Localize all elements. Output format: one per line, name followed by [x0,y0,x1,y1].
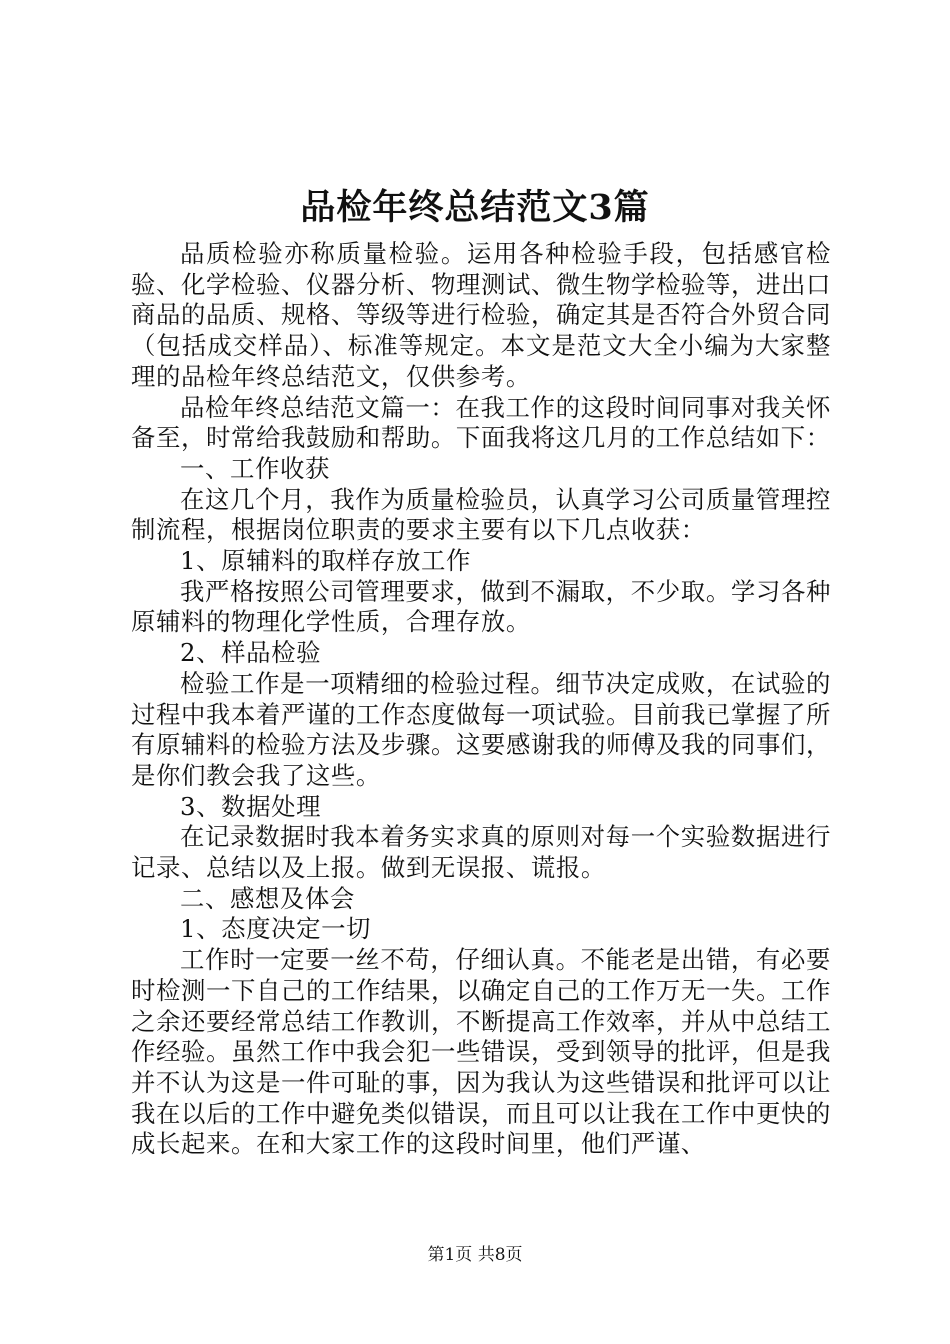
paragraph-data-processing: 在记录数据时我本着务实求真的原则对每一个实验数据进行记录、总结以及上报。做到无误报、谎报。 [131,822,831,883]
document-title: 品检年终总结范文3篇 [300,187,650,228]
section-heading-reflections: 二、感想及体会 [180,883,355,913]
section-heading-work-gains: 一、工作收获 [180,453,330,483]
subheading-sampling: 1、原辅料的取样存放工作 [180,546,472,576]
paragraph-intro: 品质检验亦称质量检验。运用各种检验手段，包括感官检验、化学检验、仪器分析、物理测试、微生物学检验等，进出口商品的品质、规格、等级等进行检验，确定其是否符合外贸合同（包括成交样品）、标准等规定。本文是范文大全小编为大家整理的品检年终总结范文，仅供参考。 [131,239,831,391]
paragraph-part-one-intro: 品检年终总结范文篇一：在我工作的这段时间同事对我关怀备至，时常给我鼓励和帮助。下面我将这几月的工作总结如下： [131,392,831,453]
paragraph-attitude: 工作时一定要一丝不苟，仔细认真。不能老是出错，有必要时检测一下自己的工作结果，以确定自己的工作万无一失。工作之余还要经常总结工作教训，不断提高工作效率，并从中总结工作经验。虽然工作中我会犯一些错误，受到领导的批评，但是我并不认为这是一件可耻的事，因为我认为这些错误和批评可以让我在以后的工作中避免类似错误，而且可以让我在工作中更快的成长起来。在和大家工作的这段时间里，他们严谨、 [131,945,831,1159]
subheading-data-processing: 3、数据处理 [180,791,322,821]
subheading-sample-inspection: 2、样品检验 [180,638,322,668]
paragraph-sample-inspection: 检验工作是一项精细的检验过程。细节决定成败，在试验的过程中我本着严谨的工作态度做每一项试验。目前我已掌握了所有原辅料的检验方法及步骤。这要感谢我的师傅及我的同事们，是你们教会我了这些。 [131,668,831,790]
paragraph-work-gains: 在这几个月，我作为质量检验员，认真学习公司质量管理控制流程，根据岗位职责的要求主要有以下几点收获： [131,484,831,545]
paragraph-sampling: 我严格按照公司管理要求，做到不漏取，不少取。学习各种原辅料的物理化学性质，合理存放。 [131,576,831,637]
subheading-attitude: 1、态度决定一切 [180,914,372,944]
page-footer: 第1页 共8页 [427,1245,523,1265]
document-body [131,239,831,1160]
